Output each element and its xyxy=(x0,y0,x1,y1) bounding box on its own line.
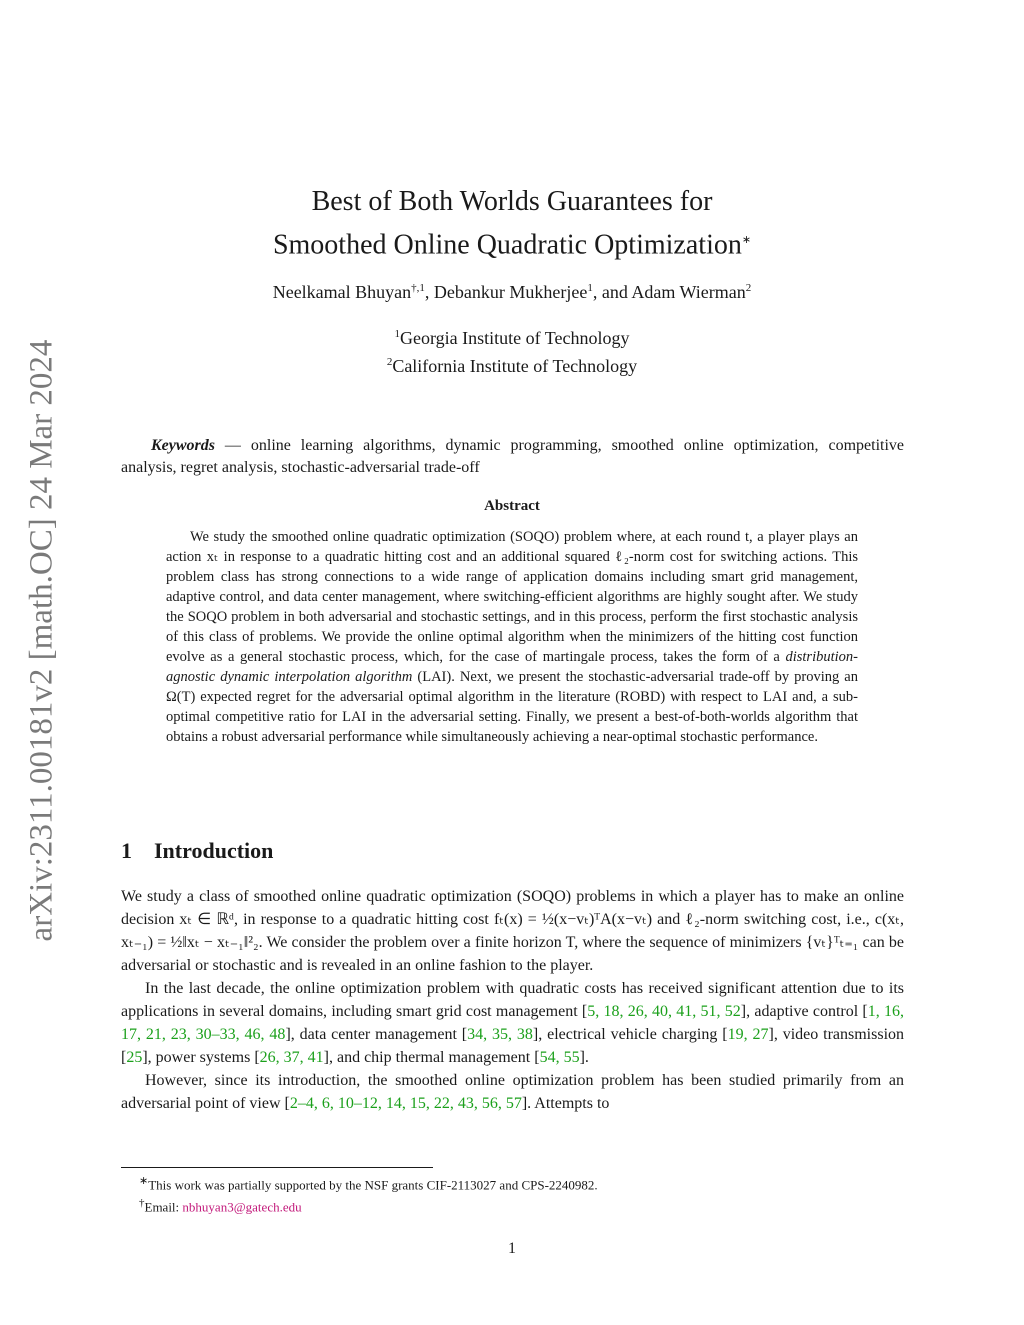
author-list: Neelkamal Bhuyan$^{\dagger,1}$, Debankur Mukherjee$^1$, and Adam Wierman$^2$ xyxy=(272,282,752,302)
paragraph-1: We study a class of smoothed online quadratic optimization (SOQO) problems in which a player has to make an online decision xₜ ∈ ℝᵈ, in response to a quadratic hitting cost fₜ(x) = ½(x−vₜ)ᵀA(x−vₜ) and ℓ₂-norm switching cost, i.e., c(xₜ, xₜ₋₁) = ½‖xₜ − xₜ₋₁‖²₂. We consider the problem over a finite horizon T, where the sequence of minimizers {vₜ}ᵀₜ₌₁ can be adversarial or stochastic and is revealed in an online fashion to the player. xyxy=(121,888,905,974)
email-link[interactable]: nbhuyan3@gatech.edu xyxy=(182,1199,302,1215)
citation-link[interactable]: 1, 16, 17, 21, 23, 30–33, 46, 48 xyxy=(121,1003,905,1043)
citation-link[interactable]: 5, 18, 26, 40, 41, 51, 52 xyxy=(587,1003,741,1020)
footnote-2: †Email: nbhuyan3@gatech.edu xyxy=(139,1197,302,1215)
section-heading xyxy=(121,838,273,864)
abstract-heading: Abstract xyxy=(484,498,540,514)
citation-link[interactable]: 26, 37, 41 xyxy=(259,1049,324,1066)
title-line-2: Smoothed Online Quadratic Optimization∗ xyxy=(272,229,752,261)
arxiv-identifier xyxy=(22,325,62,955)
abstract-body: We study the smoothed online quadratic optimization (SOQO) problem where, at each round t, a player plays an action xₜ in response to a quadratic hitting cost and an additional squared ℓ₂-norm cost for switching actions. This problem class has strong connections to a wide range of application domains including smart grid management, adaptive control, and data center management, where switching-efficient algorithms are highly sought after. We study the SOQO problem in both adversarial and stochastic settings, and in this process, perform the first stochastic analysis of this class of problems. We provide the online optimal algorithm when the minimizers of the hitting cost function evolve as a general stochastic process, which, for the case of martingale process, takes the form of a distribution-agnostic dynamic interpolation algorithm (LAI). Next, we present the stochastic-adversarial trade-off by proving an Ω(T) expected regret for the adversarial optimal algorithm in the literature (ROBD) with respect to LAI and, a sub-optimal competitive ratio for LAI in the adversarial setting. Finally, we present a best-of-both-worlds algorithm that obtains a robust adversarial performance while simultaneously achieving a near-optimal stochastic performance. xyxy=(166,529,858,745)
footnote-rule xyxy=(121,1167,433,1168)
arxiv-id-text: arXiv:2311.00181v2 [math.OC] 24 Mar 2024 xyxy=(23,339,60,941)
keywords-label: Keywords xyxy=(151,437,215,454)
affiliations xyxy=(0,322,1024,378)
paper-title xyxy=(0,183,1024,264)
section-title: Introduction xyxy=(154,838,274,863)
citation-link[interactable]: 25 xyxy=(126,1049,143,1066)
title-footnote-marker: ∗ xyxy=(741,234,752,246)
affiliation-1: $^1$Georgia Institute of Technology xyxy=(394,328,630,348)
author-1: Neelkamal Bhuyan xyxy=(272,282,412,302)
keywords-text: — online learning algorithms, dynamic programming, smoothed online optimization, competitive analysis, regret analysis, stochastic-adversarial trade-off xyxy=(121,437,904,476)
citation-link[interactable]: 2–4, 6, 10–12, 14, 15, 22, 43, 56, 57 xyxy=(289,1095,522,1112)
citation-link[interactable]: 34, 35, 38 xyxy=(467,1026,533,1043)
section-number: 1 xyxy=(121,838,132,863)
citation-link[interactable]: 19, 27 xyxy=(727,1026,769,1043)
paragraph-2: In the last decade, the online optimization problem with quadratic costs has received significant attention due to its applications in several domains, including smart grid cost management [5, 18, 26, 40, 41, 51, 52], adaptive control [1, 16, 17, 21, 23, 30–33, 46, 48], data center management [34, 35, 38], electrical vehicle charging [19, 27], video transmission [25], power systems [26, 37, 41], and chip thermal management [54, 55]. xyxy=(121,980,905,1066)
citation-link[interactable]: 54, 55 xyxy=(539,1049,580,1066)
paragraph-3: However, since its introduction, the smoothed online optimization problem has been studied primarily from an adversarial point of view [2–4, 6, 10–12, 14, 15, 22, 43, 56, 57]. Attempts to xyxy=(121,1072,904,1112)
affiliation-2: $^2$California Institute of Technology xyxy=(386,356,638,376)
footnotes xyxy=(121,1172,904,1217)
title-line-1: Best of Both Worlds Guarantees for xyxy=(311,186,713,217)
footnote-1: ∗This work was partially supported by the NSF grants CIF-2113027 and CPS-2240982. xyxy=(139,1175,598,1193)
author-3: , and Adam Wierman xyxy=(592,282,746,302)
author-2: , Debankur Mukherjee xyxy=(424,282,588,302)
page-number: 1 xyxy=(508,1240,516,1257)
body-text xyxy=(121,885,904,1115)
keywords-block xyxy=(121,435,904,479)
